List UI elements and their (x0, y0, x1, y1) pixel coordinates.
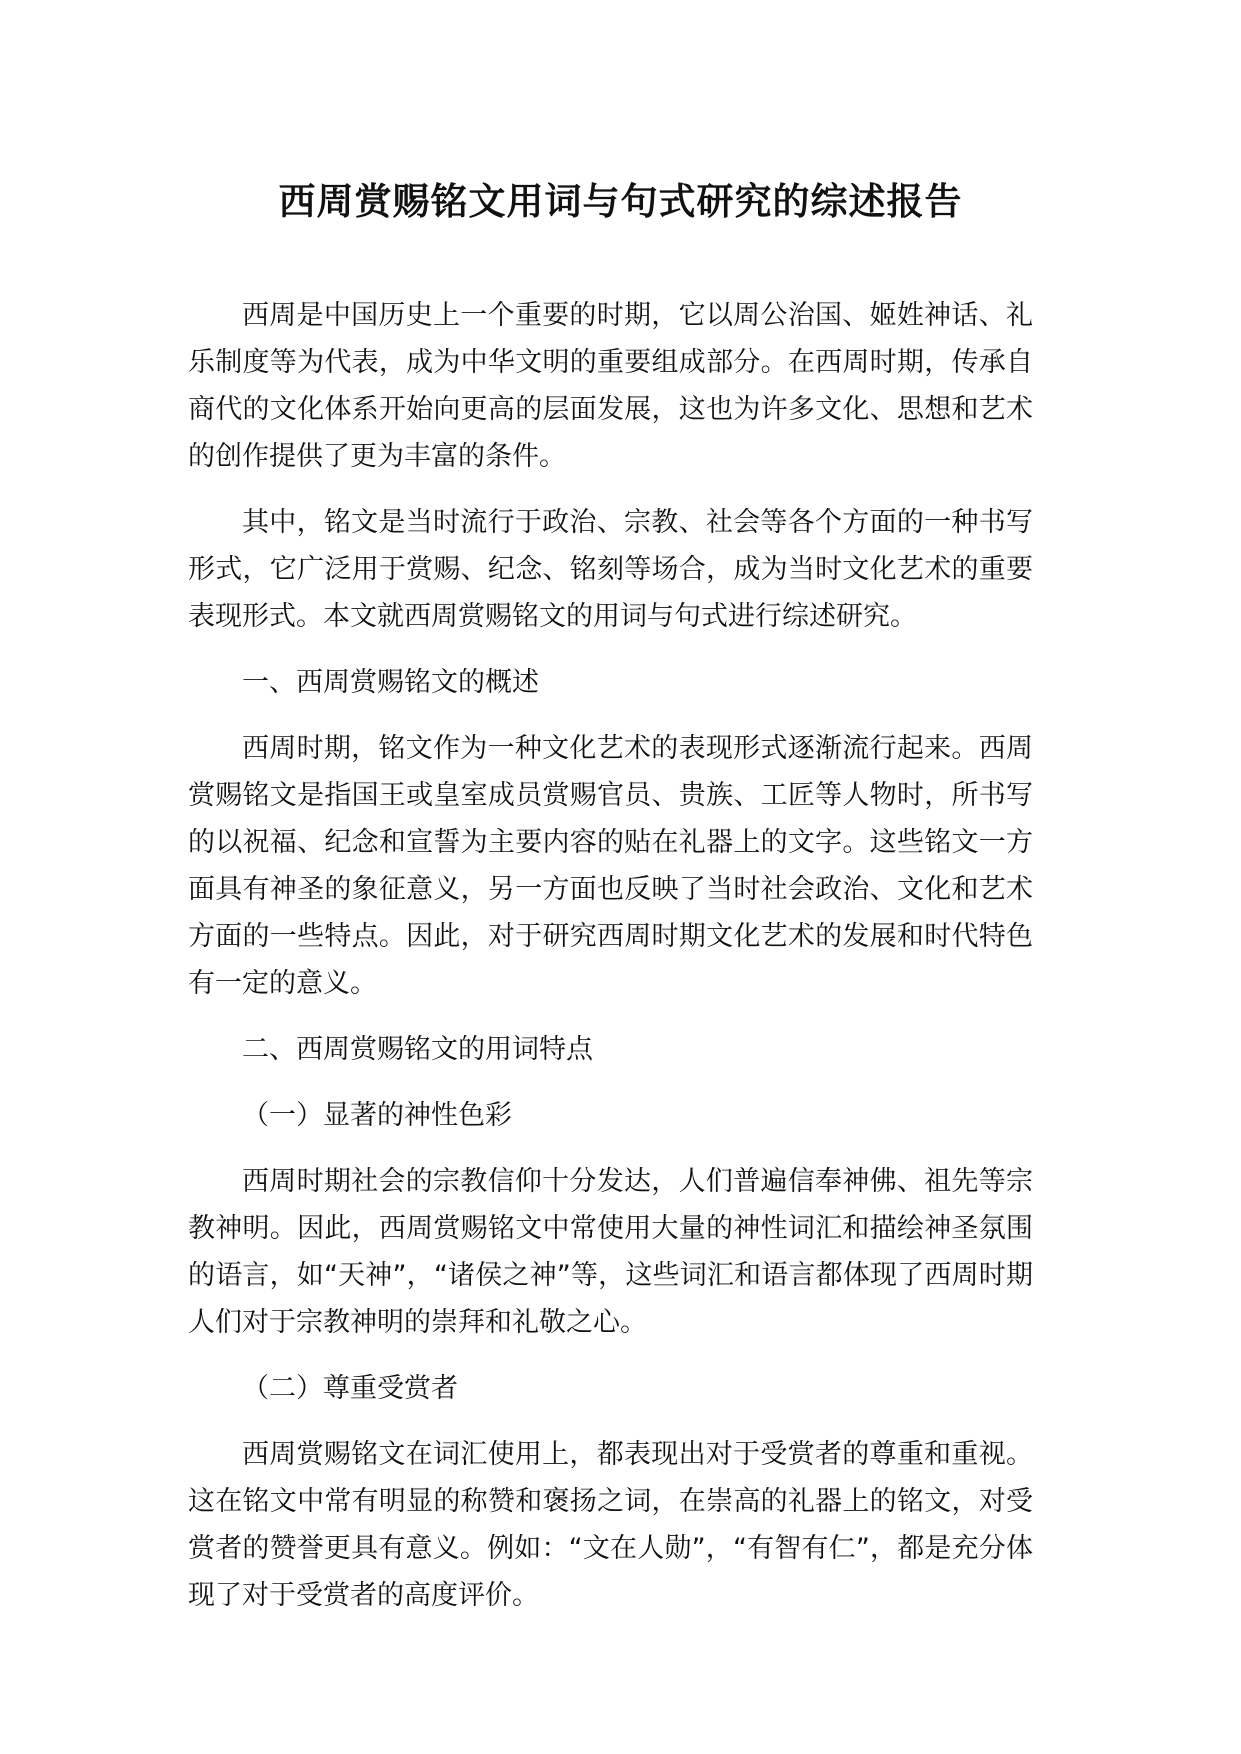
document-title: 西周赏赐铭文用词与句式研究的综述报告 (278, 180, 963, 223)
subsection-heading-respect-recipient: （二）尊重受赏者 (242, 1373, 458, 1404)
document-body (188, 292, 1033, 1638)
paragraph-overview: 西周时期，铭文作为一种文化艺术的表现形式逐渐流行起来。西周赏赐铭文是指国王或皇室成员赏赐官员、贵族、工匠等人物时，所书写的以祝福、纪念和宣誓为主要内容的贴在礼器上的文字。这些铭文一方面具有神圣的象征意义，另一方面也反映了当时社会政治、文化和艺术方面的一些特点。因此，对于研究西周时期文化艺术的发展和时代特色有一定的意义。 (188, 733, 1033, 999)
paragraph-inscription-overview: 其中，铭文是当时流行于政治、宗教、社会等各个方面的一种书写形式，它广泛用于赏赐、纪念、铭刻等场合，成为当时文化艺术的重要表现形式。本文就西周赏赐铭文的用词与句式进行综述研究。 (188, 507, 1033, 632)
paragraph-intro: 西周是中国历史上一个重要的时期，它以周公治国、姬姓神话、礼乐制度等为代表，成为中华文明的重要组成部分。在西周时期，传承自商代的文化体系开始向更高的层面发展，这也为许多文化、思想和艺术的创作提供了更为丰富的条件。 (188, 300, 1033, 472)
section-heading-overview: 一、西周赏赐铭文的概述 (242, 667, 539, 698)
section-heading-word-features: 二、西周赏赐铭文的用词特点 (242, 1034, 593, 1065)
paragraph-divine-color: 西周时期社会的宗教信仰十分发达，人们普遍信奉神佛、祖先等宗教神明。因此，西周赏赐铭文中常使用大量的神性词汇和描绘神圣氛围的语言，如“天神”，“诸侯之神”等，这些词汇和语言都体现了西周时期人们对于宗教神明的崇拜和礼敬之心。 (188, 1166, 1033, 1338)
paragraph-respect-recipient: 西周赏赐铭文在词汇使用上，都表现出对于受赏者的尊重和重视。这在铭文中常有明显的称赞和褒扬之词，在崇高的礼器上的铭文，对受赏者的赞誉更具有意义。例如：“文在人勋”，“有智有仁”，都是充分体现了对于受赏者的高度评价。 (188, 1439, 1033, 1611)
subsection-heading-divine-color: （一）显著的神性色彩 (242, 1100, 512, 1131)
